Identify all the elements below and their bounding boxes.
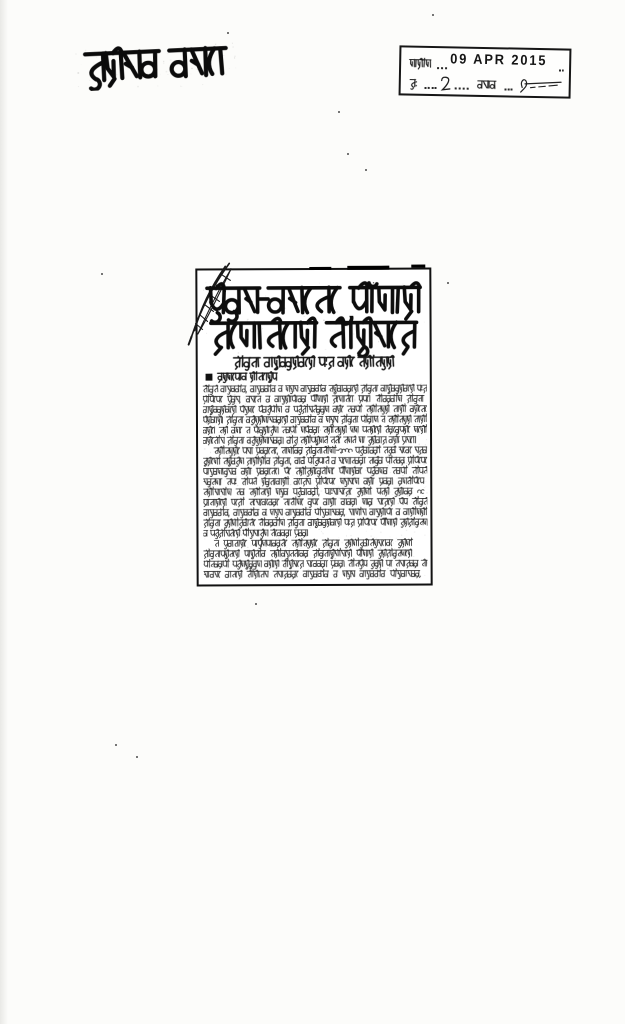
dotted-leader [437, 64, 447, 69]
scan-speck [101, 273, 103, 275]
byline [205, 371, 301, 383]
byline-bullet: ■ [204, 372, 214, 383]
scan-speck [432, 14, 434, 16]
stamp-page-row [406, 72, 564, 95]
border-ink-blotch [347, 266, 389, 270]
stamp-date-row [406, 49, 564, 75]
newspaper-logo [75, 40, 237, 96]
handwritten-page-number [440, 75, 452, 93]
handwritten-column-scribble [516, 75, 564, 96]
scanner-edge-shadow [0, 0, 8, 1024]
stamp-page-label [406, 77, 422, 91]
dotted-leader [455, 84, 469, 89]
stamp-date-value: 09 APR 2015 [450, 50, 548, 69]
scan-speck [136, 756, 138, 758]
headline-line2 [203, 316, 425, 359]
dotted-leader [425, 84, 437, 89]
article-body [203, 384, 428, 581]
border-ink-blotch [411, 265, 425, 268]
scan-speck [255, 603, 257, 605]
newspaper-logo-text [75, 40, 237, 91]
dotted-leader [505, 85, 513, 90]
article-subtitle [203, 355, 425, 373]
scan-speck [338, 111, 340, 113]
archive-stamp [399, 45, 572, 98]
dotted-leader [559, 66, 565, 71]
stamp-column-label [472, 79, 502, 94]
scan-speck [227, 32, 229, 34]
scan-speck [115, 744, 117, 746]
scan-speck [365, 169, 367, 171]
scan-speck [447, 282, 449, 284]
border-ink-blotch [309, 267, 331, 270]
byline-text [216, 371, 300, 383]
scan-speck [347, 153, 349, 155]
news-clipping [195, 267, 432, 586]
stamp-date-label [406, 57, 434, 72]
